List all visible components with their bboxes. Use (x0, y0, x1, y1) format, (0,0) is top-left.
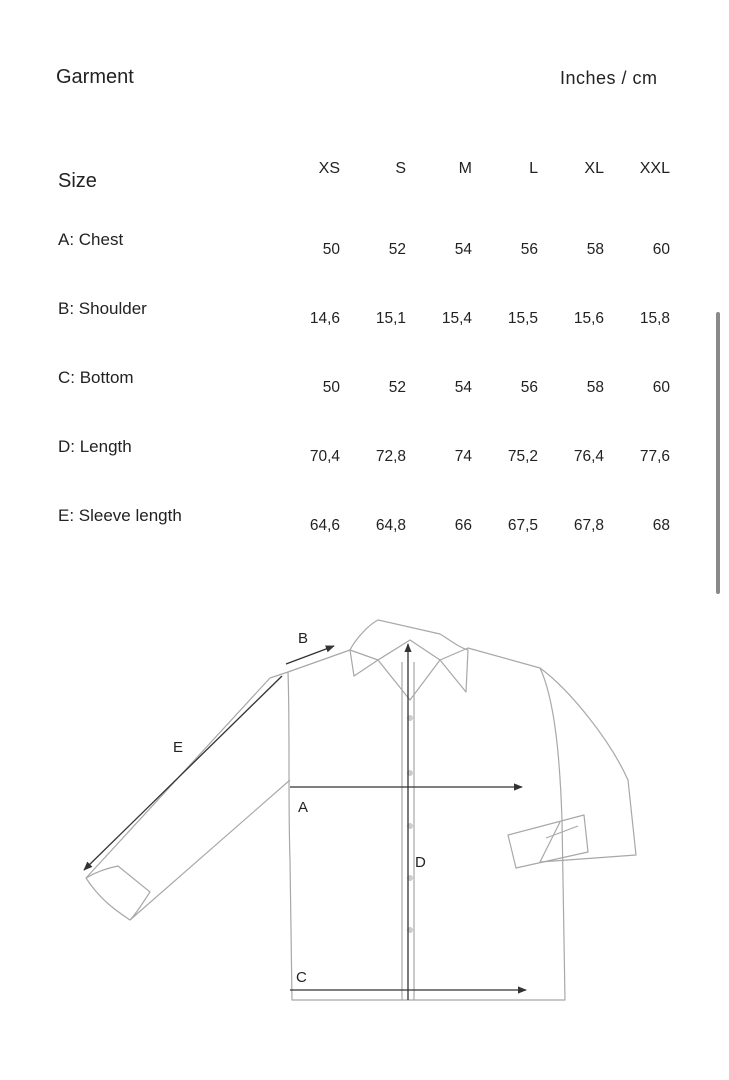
table-cell: 67,8 (573, 517, 604, 534)
table-cell: 60 (652, 241, 670, 258)
table-cell: 66 (454, 517, 472, 534)
table-cell: 64,8 (375, 517, 406, 534)
table-cell: 54 (454, 241, 472, 258)
row-label-chest: A: Chest (58, 230, 124, 249)
diagram-label-e: E (173, 739, 184, 756)
shirt-measurement-diagram (0, 590, 710, 1030)
table-cell: 56 (520, 379, 538, 396)
table-cell: 15,8 (639, 310, 670, 327)
measure-line-e (84, 676, 282, 870)
diagram-label-c: C (296, 969, 307, 986)
table-cell: 68 (652, 517, 670, 534)
table-cell: 50 (322, 379, 340, 396)
size-header-s: S (395, 160, 406, 177)
size-header-m: M (458, 160, 472, 177)
measurement-lines (84, 644, 526, 1000)
diagram-label-b: B (298, 630, 309, 647)
size-header-xl: XL (584, 160, 604, 177)
table-cell: 74 (454, 448, 472, 465)
row-label-sleeve-length: E: Sleeve length (58, 506, 182, 525)
row-label-length: D: Length (58, 437, 132, 456)
table-cell: 52 (388, 379, 406, 396)
table-cell: 75,2 (507, 448, 538, 465)
garment-title: Garment (56, 66, 134, 88)
table-cell: 77,6 (639, 448, 670, 465)
table-cell: 70,4 (309, 448, 340, 465)
table-cell: 56 (520, 241, 538, 258)
size-header-xxl: XXL (639, 160, 670, 177)
size-row-label: Size (58, 170, 97, 192)
table-cell: 76,4 (573, 448, 604, 465)
table-cell: 54 (454, 379, 472, 396)
size-header-l: L (529, 160, 538, 177)
table-cell: 60 (652, 379, 670, 396)
diagram-label-d: D (415, 854, 426, 871)
table-cell: 15,5 (507, 310, 538, 327)
measure-line-b (286, 646, 334, 664)
table-cell: 58 (586, 241, 604, 258)
row-label-shoulder: B: Shoulder (58, 299, 147, 318)
units-label: Inches / cm (560, 68, 658, 88)
table-cell: 15,4 (441, 310, 472, 327)
diagram-label-a: A (298, 799, 309, 816)
table-cell: 67,5 (507, 517, 538, 534)
table-cell: 15,6 (573, 310, 604, 327)
shirt-outline (86, 620, 636, 1000)
row-label-bottom: C: Bottom (58, 368, 134, 387)
table-cell: 64,6 (309, 517, 340, 534)
size-header-xs: XS (318, 160, 340, 177)
table-cell: 72,8 (375, 448, 406, 465)
table-cell: 15,1 (375, 310, 406, 327)
table-cell: 58 (586, 379, 604, 396)
table-cell: 50 (322, 241, 340, 258)
table-cell: 52 (388, 241, 406, 258)
table-cell: 14,6 (309, 310, 340, 327)
scrollbar[interactable] (716, 312, 720, 594)
